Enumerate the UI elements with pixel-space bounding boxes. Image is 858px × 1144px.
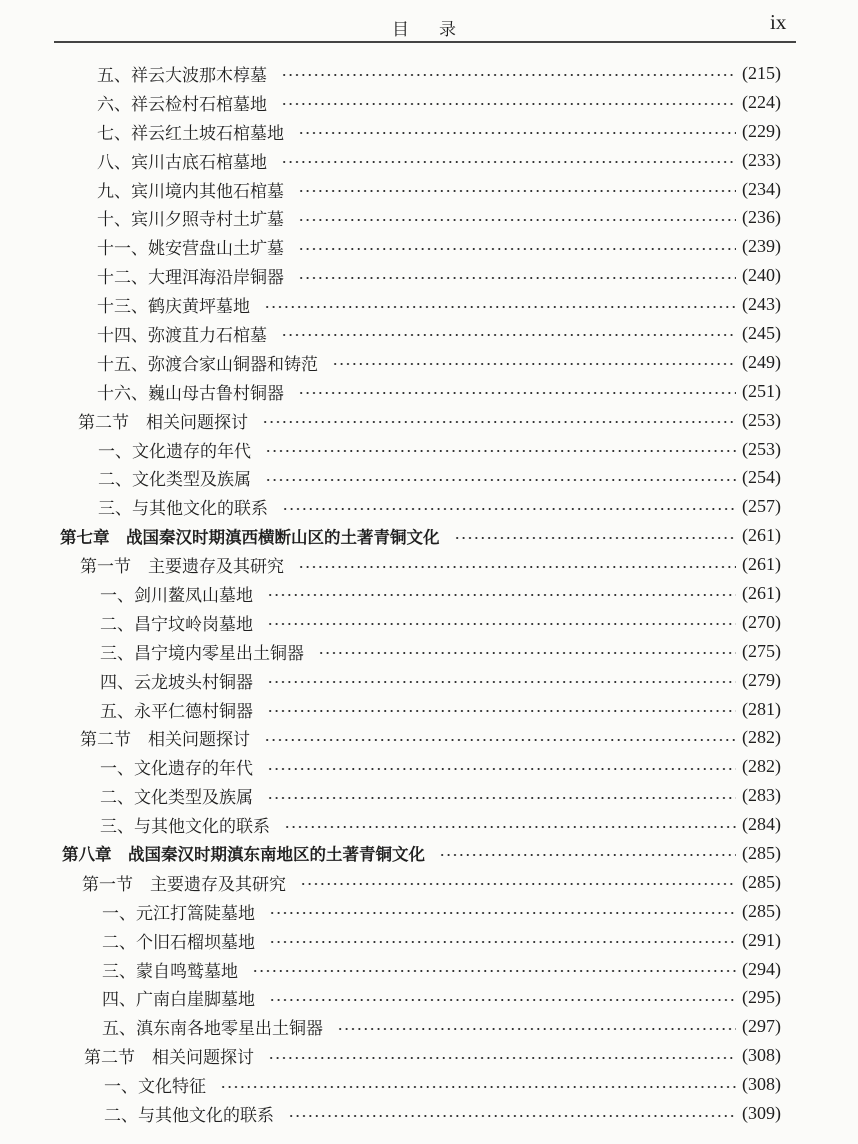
toc-entry-title: 十五、弥渡合家山铜器和铸范 (97, 354, 318, 375)
toc-entry-title: 一、文化遗存的年代 (98, 441, 251, 462)
toc-item[interactable] (0, 290, 858, 319)
toc-entry-title: 二、文化类型及族属 (100, 788, 253, 809)
toc-entry-title: 一、剑川鳌凤山墓地 (100, 585, 253, 606)
toc-entry-page: (229) (742, 120, 781, 141)
toc-entry-title: 第二节 相关问题探讨 (80, 730, 250, 751)
toc-section[interactable] (0, 406, 858, 435)
toc-item[interactable] (0, 579, 858, 608)
dot-leader (268, 1056, 736, 1060)
toc-entry-page: (295) (742, 987, 781, 1008)
page-number: ix (770, 10, 787, 34)
toc-entry-title: 五、永平仁德村铜器 (100, 701, 253, 722)
dot-leader (267, 593, 736, 597)
toc-entry-title: 九、宾川境内其他石棺墓 (97, 181, 284, 202)
toc-entry-page: (308) (742, 1074, 781, 1095)
toc-entry-page: (282) (742, 756, 781, 777)
toc-entry-page: (257) (742, 496, 781, 517)
toc-entry-page: (251) (742, 380, 781, 401)
toc-entry-page: (239) (742, 236, 781, 257)
dot-leader (298, 247, 736, 251)
dot-leader (265, 449, 736, 453)
toc-section[interactable] (0, 1041, 858, 1070)
toc-section[interactable] (0, 723, 858, 752)
toc-item[interactable] (0, 1099, 858, 1128)
toc-entry-title: 三、与其他文化的联系 (100, 817, 270, 838)
toc-item[interactable] (0, 435, 858, 464)
toc-entry-title: 七、祥云红土坡石棺墓地 (97, 123, 284, 144)
toc-entry-title: 一、文化特征 (104, 1077, 206, 1098)
toc-entry-title: 一、元江打篙陡墓地 (102, 903, 255, 924)
toc-item[interactable] (0, 1012, 858, 1041)
toc-chapter[interactable] (0, 839, 858, 868)
toc-entry-title: 十四、弥渡苴力石棺墓 (97, 325, 267, 346)
header-title: 目录 (392, 20, 486, 40)
toc-item[interactable] (0, 175, 858, 204)
toc-entry-page: (240) (742, 265, 781, 286)
dot-leader (281, 333, 736, 337)
toc-entry-title: 二、与其他文化的联系 (104, 1106, 274, 1126)
toc-item[interactable] (0, 781, 858, 810)
toc-item[interactable] (0, 203, 858, 232)
toc-entry-page: (243) (742, 294, 781, 315)
toc-entry-title: 第七章 战国秦汉时期滇西横断山区的土著青铜文化 (60, 527, 440, 547)
dot-leader (337, 1027, 736, 1031)
toc-entry-page: (284) (742, 814, 781, 835)
toc-item[interactable] (0, 348, 858, 377)
toc-section[interactable] (0, 868, 858, 897)
dot-leader (298, 189, 736, 193)
toc-entry-page: (234) (742, 178, 781, 199)
toc-entry-title: 二、文化类型及族属 (98, 470, 251, 491)
toc-item[interactable] (0, 666, 858, 695)
toc-item[interactable] (0, 463, 858, 492)
dot-leader (332, 362, 736, 366)
toc-entry-page: (270) (742, 611, 781, 632)
dot-leader (298, 391, 736, 395)
toc-item[interactable] (0, 810, 858, 839)
dot-leader (220, 1085, 736, 1089)
toc-entry-title: 二、昌宁坟岭岗墓地 (100, 614, 253, 635)
toc-entry-page: (261) (742, 525, 781, 546)
dot-leader (318, 651, 736, 655)
dot-leader (298, 276, 736, 280)
toc-entry-page: (309) (742, 1103, 781, 1123)
toc-entry-title: 五、祥云大波那木椁墓 (97, 65, 267, 86)
toc-section[interactable] (0, 550, 858, 579)
toc-entry-page: (279) (742, 669, 781, 690)
dot-leader (267, 622, 736, 626)
toc-item[interactable] (0, 59, 858, 88)
dot-leader (267, 767, 736, 771)
toc-entry-page: (233) (742, 149, 781, 170)
toc-entry-page: (285) (742, 900, 781, 921)
toc-item[interactable] (0, 146, 858, 175)
toc-entry-page: (297) (742, 1016, 781, 1037)
dot-leader (300, 882, 736, 886)
toc-entry-page: (308) (742, 1045, 781, 1066)
toc-item[interactable] (0, 984, 858, 1013)
toc-entry-page: (215) (742, 62, 781, 83)
toc-item[interactable] (0, 1070, 858, 1099)
toc-item[interactable] (0, 637, 858, 666)
toc-item[interactable] (0, 232, 858, 261)
toc-entry-title: 第二节 相关问题探讨 (84, 1048, 254, 1069)
toc-entry-title: 第八章 战国秦汉时期滇东南地区的土著青铜文化 (62, 845, 425, 865)
dot-leader (267, 680, 736, 684)
toc-entry-title: 十一、姚安营盘山土圹墓 (97, 239, 284, 260)
toc-entry-page: (249) (742, 351, 781, 372)
toc-item[interactable] (0, 897, 858, 926)
toc-entry-page: (282) (742, 727, 781, 748)
toc-entry-title: 第一节 主要遗存及其研究 (82, 874, 286, 895)
dot-leader (282, 507, 736, 511)
toc-item[interactable] (0, 608, 858, 637)
toc-entry-title: 十、宾川夕照寺村土圹墓 (97, 210, 284, 231)
toc-entry-title: 三、蒙自鸣鹫墓地 (102, 961, 238, 982)
toc-entry-title: 二、个旧石榴坝墓地 (102, 932, 255, 953)
header-rule (54, 41, 796, 43)
dot-leader (454, 536, 737, 540)
toc-entry-page: (253) (742, 438, 781, 459)
toc-entry-page: (254) (742, 467, 781, 488)
toc-entry-title: 十六、巍山母古鲁村铜器 (97, 383, 284, 404)
dot-leader (298, 131, 736, 135)
toc-entry-page: (261) (742, 554, 781, 575)
dot-leader (264, 305, 736, 309)
dot-leader (267, 709, 736, 713)
toc-item[interactable] (0, 926, 858, 955)
toc-item[interactable] (0, 88, 858, 117)
toc-item[interactable] (0, 261, 858, 290)
toc-entry-title: 一、文化遗存的年代 (100, 759, 253, 780)
toc-entry-page: (275) (742, 640, 781, 661)
dot-leader (281, 102, 736, 106)
toc-entry-page: (281) (742, 698, 781, 719)
dot-leader (264, 738, 736, 742)
toc-entry-page: (253) (742, 409, 781, 430)
toc-chapter[interactable] (0, 521, 858, 550)
toc-entry-page: (224) (742, 91, 781, 112)
dot-leader (269, 998, 736, 1002)
table-of-contents (0, 59, 858, 1128)
toc-entry-page: (236) (742, 207, 781, 228)
toc-entry-title: 三、昌宁境内零星出土铜器 (100, 643, 304, 664)
dot-leader (252, 969, 736, 973)
toc-entry-title: 六、祥云检村石棺墓地 (97, 94, 267, 115)
toc-item[interactable] (0, 117, 858, 146)
toc-entry-page: (245) (742, 322, 781, 343)
toc-entry-title: 十二、大理洱海沿岸铜器 (97, 268, 284, 289)
toc-entry-title: 第二节 相关问题探讨 (78, 412, 248, 433)
toc-item[interactable] (0, 955, 858, 984)
toc-entry-title: 三、与其他文化的联系 (98, 499, 268, 520)
dot-leader (265, 478, 736, 482)
toc-item[interactable] (0, 695, 858, 724)
toc-item[interactable] (0, 377, 858, 406)
toc-item[interactable] (0, 492, 858, 521)
toc-entry-page: (285) (742, 871, 781, 892)
dot-leader (269, 911, 736, 915)
toc-entry-page: (294) (742, 958, 781, 979)
toc-entry-title: 四、广南白崖脚墓地 (102, 990, 255, 1011)
dot-leader (288, 1114, 736, 1118)
dot-leader (439, 853, 736, 857)
dot-leader (284, 825, 736, 829)
toc-entry-page: (283) (742, 785, 781, 806)
toc-item[interactable] (0, 752, 858, 781)
dot-leader (281, 160, 736, 164)
dot-leader (298, 218, 736, 222)
toc-entry-page: (261) (742, 582, 781, 603)
dot-leader (281, 73, 736, 77)
toc-entry-page: (291) (742, 929, 781, 950)
toc-entry-page: (285) (742, 842, 781, 863)
dot-leader (298, 565, 736, 569)
toc-entry-title: 八、宾川古底石棺墓地 (97, 152, 267, 173)
toc-item[interactable] (0, 319, 858, 348)
toc-entry-title: 五、滇东南各地零星出土铜器 (102, 1019, 323, 1040)
dot-leader (267, 796, 736, 800)
toc-entry-title: 十三、鹤庆黄坪墓地 (97, 297, 250, 318)
toc-entry-title: 第一节 主要遗存及其研究 (80, 557, 284, 578)
dot-leader (269, 940, 736, 944)
dot-leader (262, 420, 736, 424)
toc-entry-title: 四、云龙坡头村铜器 (100, 672, 253, 693)
